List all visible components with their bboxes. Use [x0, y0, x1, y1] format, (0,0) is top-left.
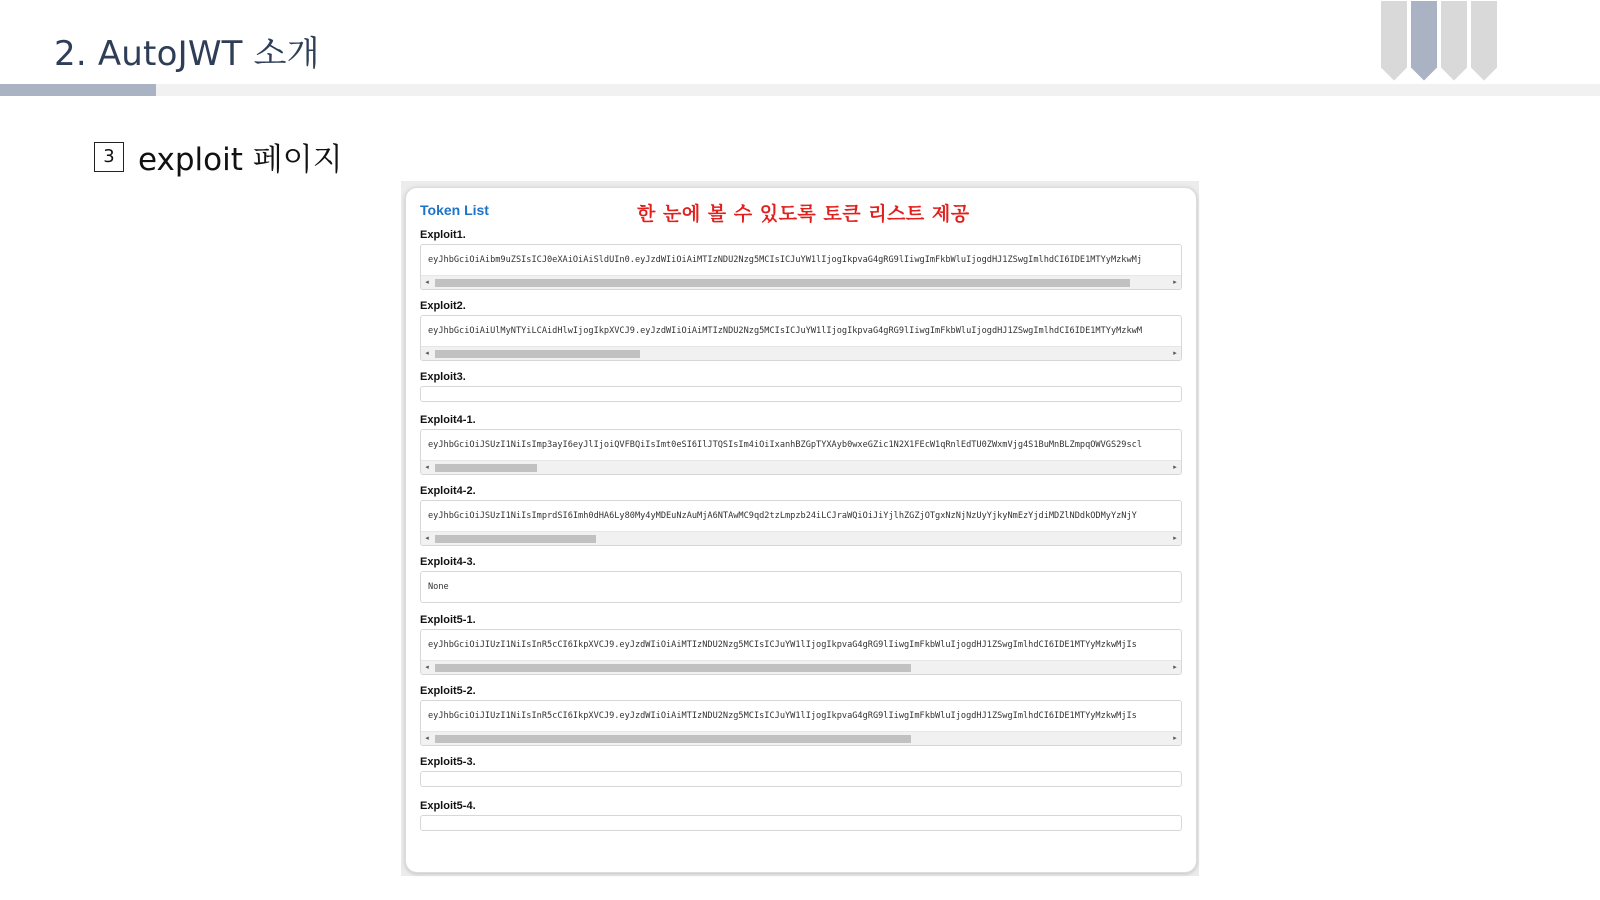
exploit-entry — [420, 413, 1182, 475]
exploit-entry — [420, 555, 1182, 603]
exploit-entry — [420, 228, 1182, 290]
scroll-right-arrow-icon[interactable]: ▸ — [1173, 278, 1177, 286]
section-title: exploit 페이지 — [138, 142, 343, 178]
ribbon-decoration — [1378, 0, 1502, 84]
exploit-entry — [420, 799, 1182, 831]
token-value[interactable]: eyJhbGciOiJSUzI1NiIsImp3ayI6eyJlIjoiQVFBQiIsImt0eSI6IlJTQSIsIm4iOiIxanhBZGpTYXAyb0wxeGZic1N2X1FEcW1qRnlEdTU0ZWxmVjg4S1BuMnBLZmpqOWVGS29scl — [428, 440, 1142, 450]
ribbon-1 — [1380, 0, 1408, 82]
token-field[interactable] — [420, 815, 1182, 831]
scrollbar-thumb[interactable] — [435, 279, 1130, 287]
scrollbar-thumb[interactable] — [435, 535, 596, 543]
exploit-label: Exploit1. — [420, 229, 466, 241]
exploit-label: Exploit3. — [420, 371, 466, 383]
scroll-right-arrow-icon[interactable]: ▸ — [1173, 534, 1177, 542]
ribbon-2 — [1410, 0, 1438, 82]
horizontal-scrollbar[interactable] — [421, 346, 1181, 360]
scroll-left-arrow-icon[interactable]: ◂ — [425, 534, 429, 542]
horizontal-scrollbar[interactable] — [421, 731, 1181, 745]
header-accent-bar — [0, 84, 156, 96]
scroll-left-arrow-icon[interactable]: ◂ — [425, 734, 429, 742]
token-list-title: Token List — [420, 202, 489, 218]
exploit-entry — [420, 484, 1182, 546]
token-field[interactable] — [420, 629, 1182, 675]
exploit-label: Exploit2. — [420, 300, 466, 312]
scroll-left-arrow-icon[interactable]: ◂ — [425, 663, 429, 671]
section-number-box: 3 — [94, 142, 124, 172]
horizontal-scrollbar[interactable] — [421, 531, 1181, 545]
scroll-left-arrow-icon[interactable]: ◂ — [425, 463, 429, 471]
scrollbar-thumb[interactable] — [435, 464, 537, 472]
ribbon-4 — [1470, 0, 1498, 82]
exploit-entry — [420, 613, 1182, 675]
token-field[interactable] — [420, 315, 1182, 361]
exploit-entry — [420, 370, 1182, 402]
exploit-label: Exploit4-3. — [420, 556, 476, 568]
scrollbar-thumb[interactable] — [435, 350, 640, 358]
scrollbar-thumb[interactable] — [435, 735, 911, 743]
token-field[interactable] — [420, 700, 1182, 746]
token-field[interactable] — [420, 500, 1182, 546]
header-band — [0, 84, 1600, 96]
horizontal-scrollbar[interactable] — [421, 660, 1181, 674]
exploit-entry — [420, 755, 1182, 787]
scroll-right-arrow-icon[interactable]: ▸ — [1173, 663, 1177, 671]
exploit-label: Exploit5-4. — [420, 800, 476, 812]
token-value[interactable]: eyJhbGciOiJIUzI1NiIsInR5cCI6IkpXVCJ9.eyJzdWIiOiAiMTIzNDU2Nzg5MCIsICJuYW1lIjogIkpvaG4gRG9lIiwgImFkbWluIjogdHJ1ZSwgImlhdCI6IDE1MTYyMzkwMjIs — [428, 711, 1137, 721]
horizontal-scrollbar[interactable] — [421, 460, 1181, 474]
exploit-label: Exploit4-2. — [420, 485, 476, 497]
ribbon-3 — [1440, 0, 1468, 82]
token-list-card — [405, 187, 1197, 873]
token-field[interactable] — [420, 771, 1182, 787]
scroll-left-arrow-icon[interactable]: ◂ — [425, 349, 429, 357]
exploit-label: Exploit5-3. — [420, 756, 476, 768]
scroll-right-arrow-icon[interactable]: ▸ — [1173, 349, 1177, 357]
exploit-entry — [420, 299, 1182, 361]
token-field[interactable] — [420, 429, 1182, 475]
token-value[interactable]: eyJhbGciOiAiUlMyNTYiLCAidHlwIjogIkpXVCJ9.eyJzdWIiOiAiMTIzNDU2Nzg5MCIsICJuYW1lIjogIkpvaG4gRG9lIiwgImFkbWluIjogdHJ1ZSwgImlhdCI6IDE1MTYyMzkwM — [428, 326, 1142, 336]
scroll-left-arrow-icon[interactable]: ◂ — [425, 278, 429, 286]
scrollbar-thumb[interactable] — [435, 664, 911, 672]
token-field[interactable] — [420, 386, 1182, 402]
token-field[interactable] — [420, 571, 1182, 603]
exploit-label: Exploit5-1. — [420, 614, 476, 626]
exploit-label: Exploit4-1. — [420, 414, 476, 426]
scroll-right-arrow-icon[interactable]: ▸ — [1173, 734, 1177, 742]
token-value[interactable]: eyJhbGciOiJIUzI1NiIsInR5cCI6IkpXVCJ9.eyJzdWIiOiAiMTIzNDU2Nzg5MCIsICJuYW1lIjogIkpvaG4gRG9lIiwgImFkbWluIjogdHJ1ZSwgImlhdCI6IDE1MTYyMzkwMjIs — [428, 640, 1137, 650]
horizontal-scrollbar[interactable] — [421, 275, 1181, 289]
exploit-entry — [420, 684, 1182, 746]
exploit-label: Exploit5-2. — [420, 685, 476, 697]
section-heading — [94, 134, 343, 179]
token-value[interactable]: None — [428, 582, 449, 592]
scroll-right-arrow-icon[interactable]: ▸ — [1173, 463, 1177, 471]
slide-title: 2. AutoJWT 소개 — [54, 34, 320, 74]
token-field[interactable] — [420, 244, 1182, 290]
token-value[interactable]: eyJhbGciOiAibm9uZSIsICJ0eXAiOiAiSldUIn0.eyJzdWIiOiAiMTIzNDU2Nzg5MCIsICJuYW1lIjogIkpvaG4gRG9lIiwgImFkbWluIjogdHJ1ZSwgImlhdCI6IDE1MTYyMzkwMj — [428, 255, 1142, 265]
annotation-text: 한 눈에 볼 수 있도록 토큰 리스트 제공 — [637, 203, 970, 225]
token-value[interactable]: eyJhbGciOiJSUzI1NiIsImprdSI6Imh0dHA6Ly80My4yMDEuNzAuMjA6NTAwMC9qd2tzLmpzb24iLCJraWQiOiJiYjlhZGZjOTgxNzNjNzUyYjkyNmEzYjdiMDZlNDdkODMyYzNjY — [428, 511, 1137, 521]
